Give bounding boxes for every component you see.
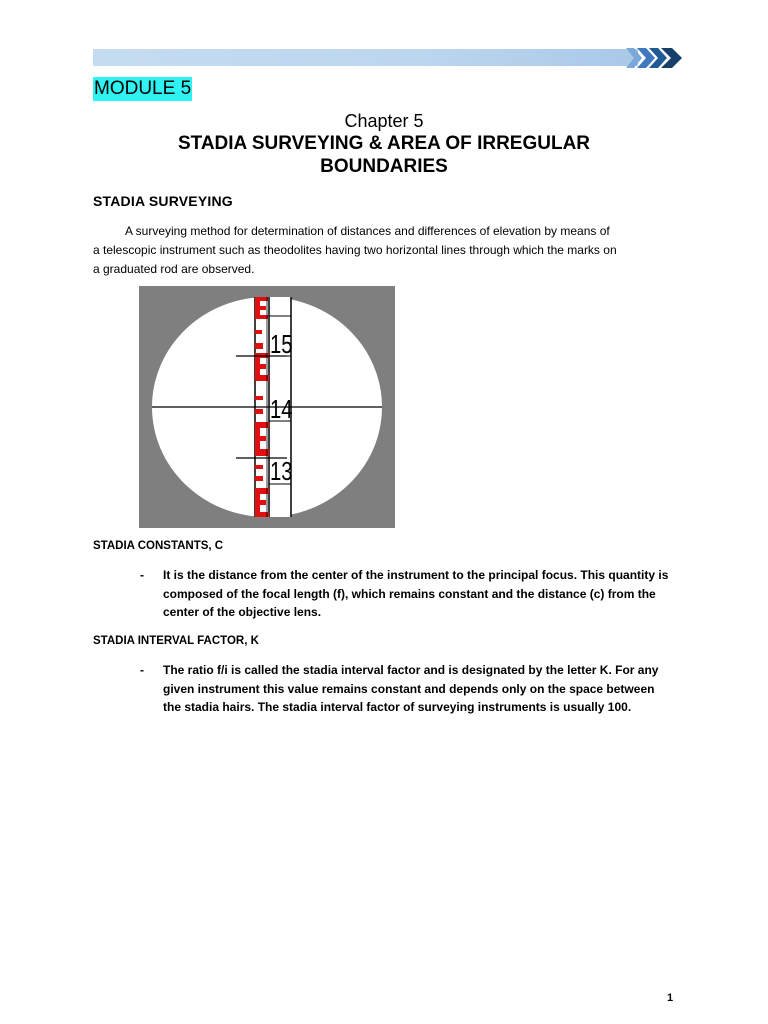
stadia-interval-heading: STADIA INTERVAL FACTOR, K (93, 635, 259, 647)
chapter-title (0, 132, 768, 178)
paragraph-line: a graduated rod are observed. (93, 262, 255, 276)
section-heading: STADIA SURVEYING (93, 193, 233, 209)
bullet-line: the stadia hairs. The stadia interval factor of surveying instruments is usually 100. (163, 700, 632, 714)
rod-label-15: 15 (270, 329, 293, 359)
chapter-title-line: BOUNDARIES (320, 156, 448, 177)
chevron-arrows-icon (626, 48, 684, 68)
paragraph-line: a telescopic instrument such as theodolites having two horizontal lines through which the marks on (93, 243, 617, 257)
header-bar (93, 49, 638, 66)
chapter-label: Chapter 5 (344, 111, 424, 131)
module-label: MODULE 5 (94, 78, 192, 99)
chapter-title-line: STADIA SURVEYING & AREA OF IRREGULAR (177, 133, 591, 154)
stadia-rod-figure (139, 286, 395, 528)
rod-label-14: 14 (270, 394, 293, 424)
paragraph-line: A surveying method for determination of distances and differences of elevation by means of (125, 224, 610, 238)
page-number: 1 (667, 992, 674, 1004)
bullet-line: It is the distance from the center of the instrument to the principal focus. This quantity is (163, 568, 669, 582)
bullet-line: given instrument this value remains constant and depends only on the space between (163, 681, 655, 696)
intro-paragraph (93, 222, 678, 279)
stadia-constants-heading: STADIA CONSTANTS, C (93, 540, 224, 552)
bullet-dash: - (140, 568, 144, 582)
bullet-dash: - (140, 663, 144, 677)
bullet-line: composed of the focal length (f), which remains constant and the distance (c) from the (163, 586, 656, 601)
bullet-line: center of the objective lens. (163, 605, 322, 619)
rod-label-13: 13 (270, 456, 293, 486)
bullet-line: The ratio f/i is called the stadia interval factor and is designated by the letter K. For any (163, 663, 659, 677)
